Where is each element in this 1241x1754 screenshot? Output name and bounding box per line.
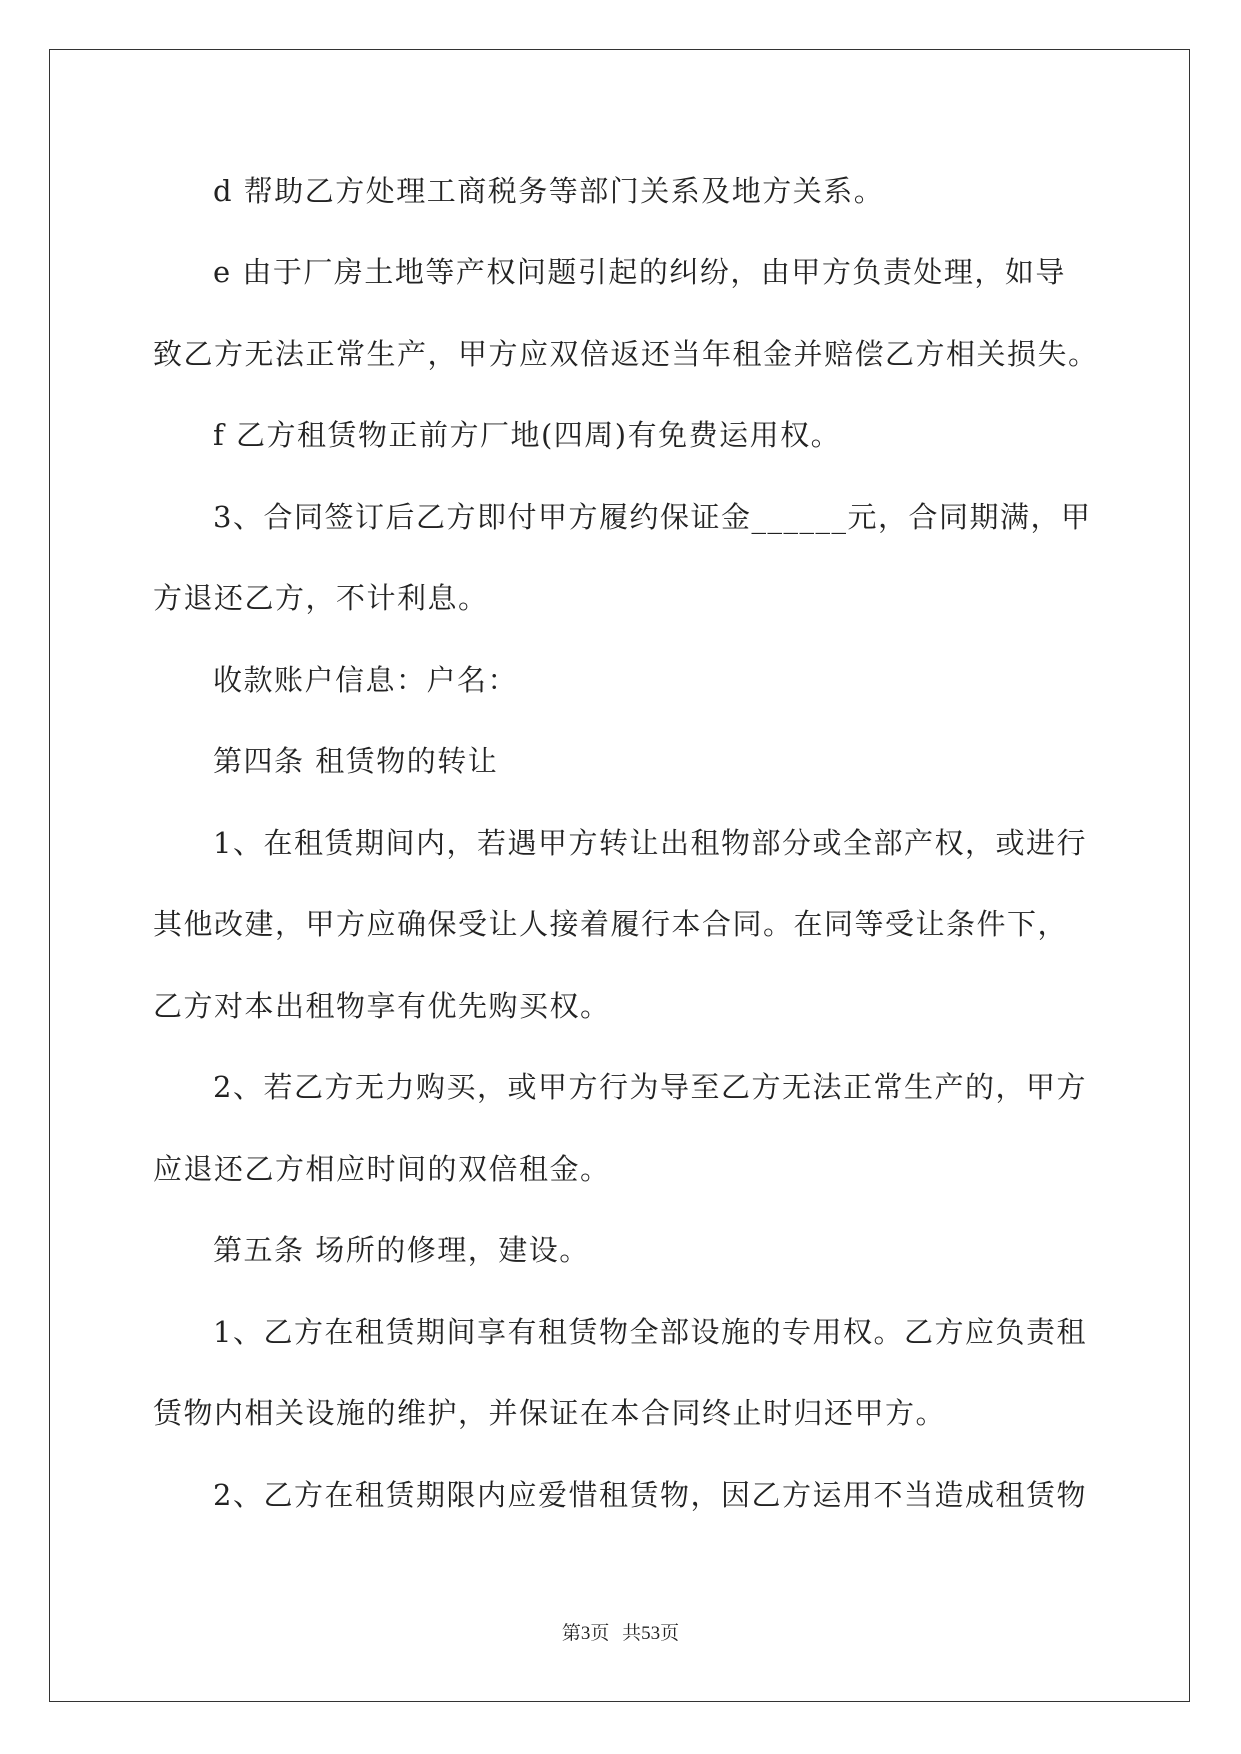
- paragraph-line: 1、在租赁期间内，若遇甲方转让出租物部分或全部产权，或进行: [213, 826, 1087, 860]
- paragraph-line: 1、乙方在租赁期间享有租赁物全部设施的专用权。乙方应负责租: [213, 1315, 1087, 1349]
- paragraph-line: 应退还乙方相应时间的双倍租金。: [153, 1152, 611, 1186]
- section-heading: 第五条 场所的修理，建设。: [213, 1233, 590, 1267]
- paragraph-line: e 由于厂房土地等产权问题引起的纠纷，由甲方负责处理，如导: [213, 255, 1066, 289]
- paragraph-line: 收款账户信息：户名：: [213, 663, 519, 697]
- paragraph-line: 赁物内相关设施的维护，并保证在本合同终止时归还甲方。: [153, 1396, 947, 1430]
- total-pages-label: 共53页: [622, 1623, 680, 1644]
- paragraph-line: f 乙方租赁物正前方厂地(四周)有免费运用权。: [213, 418, 842, 452]
- paragraph-line: 其他改建，甲方应确保受让人接着履行本合同。在同等受让条件下，: [153, 907, 1069, 941]
- paragraph-line: 3、合同签订后乙方即付甲方履约保证金______元，合同期满，甲: [213, 500, 1092, 534]
- paragraph-line: 致乙方无法正常生产，甲方应双倍返还当年租金并赔偿乙方相关损失。: [153, 337, 1099, 371]
- section-heading: 第四条 租赁物的转让: [213, 744, 499, 778]
- paragraph-line: 2、若乙方无力购买，或甲方行为导至乙方无法正常生产的，甲方: [213, 1070, 1087, 1104]
- paragraph-line: d 帮助乙方处理工商税务等部门关系及地方关系。: [213, 174, 885, 208]
- paragraph-line: 方退还乙方，不计利息。: [153, 581, 489, 615]
- paragraph-line: 乙方对本出租物享有优先购买权。: [153, 989, 611, 1023]
- page-border: [49, 49, 1190, 1702]
- current-page-label: 第3页: [561, 1623, 610, 1644]
- paragraph-line: 2、乙方在租赁期限内应爱惜租赁物，因乙方运用不当造成租赁物: [213, 1478, 1087, 1512]
- page-footer: [0, 1618, 1241, 1645]
